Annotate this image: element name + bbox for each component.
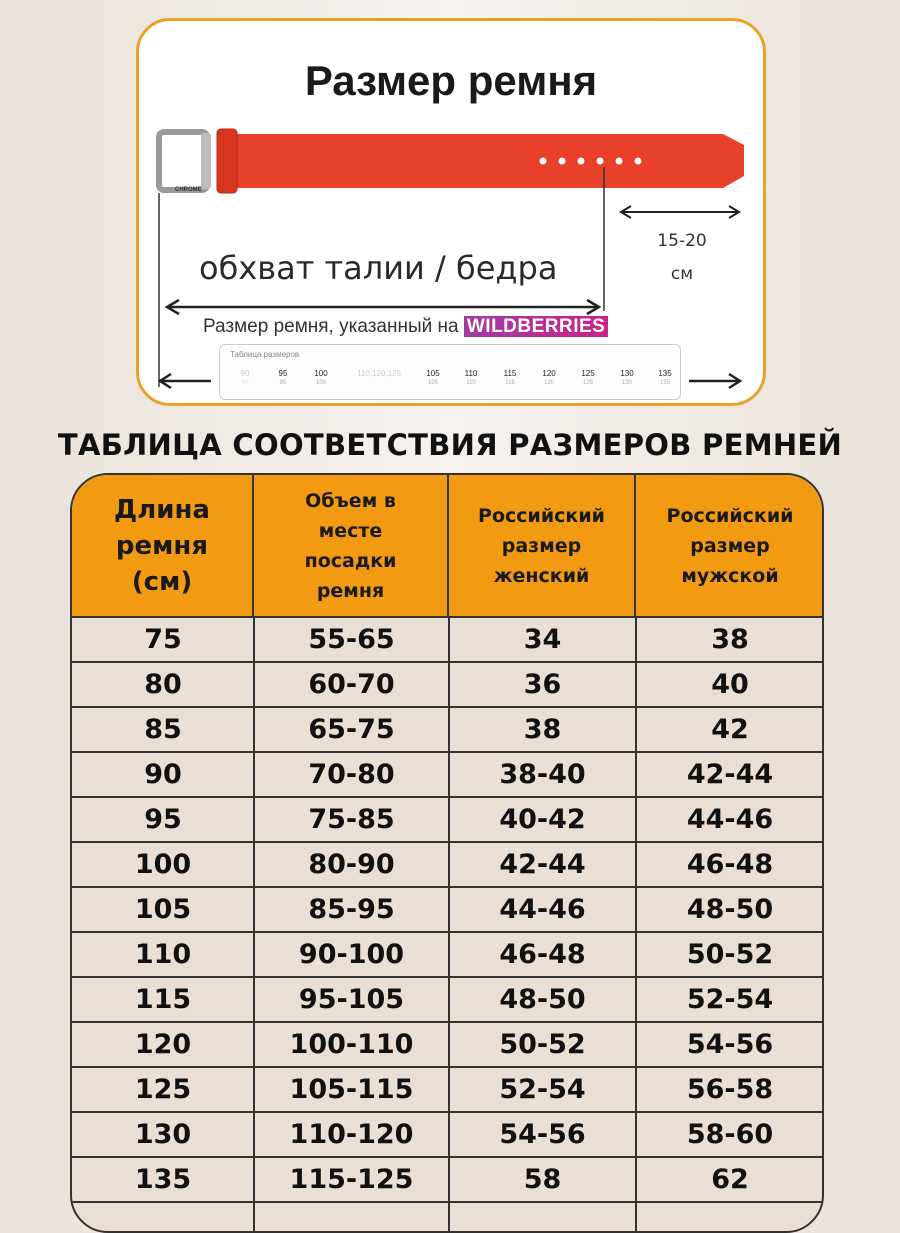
cell-size-male: 50-52 <box>686 939 774 970</box>
belt-hole <box>578 158 585 165</box>
cell-size-female: 34 <box>523 624 562 655</box>
cell-belt-length: 95 <box>144 804 182 835</box>
table-header-row <box>72 475 824 618</box>
wildberries-caption-text: Размер ремня, указанный на <box>203 316 459 337</box>
cell-waist-volume: 105-115 <box>289 1074 414 1105</box>
belt-keeper <box>217 129 237 193</box>
waist-hip-label: обхват талии / бедра <box>199 249 558 287</box>
cell-size-female: 38 <box>523 714 562 745</box>
mini-size-cell: 95 95 <box>278 369 288 386</box>
cell-belt-length: 125 <box>134 1074 192 1105</box>
size-table-heading: ТАБЛИЦА СООТВЕТСТВИЯ РАЗМЕРОВ РЕМНЕЙ <box>57 428 843 462</box>
cell-size-female: 58 <box>523 1164 562 1195</box>
extra-length-unit: см <box>670 264 694 284</box>
mini-size-cell: 110,120,125 <box>357 369 401 378</box>
cell-size-male: 52-54 <box>686 984 774 1015</box>
cell-belt-length: 100 <box>134 849 192 880</box>
cell-belt-length: 130 <box>134 1119 192 1150</box>
table-row <box>72 978 824 1023</box>
mini-size-cell: 125 125 <box>581 369 595 386</box>
mini-size-cell: 115 115 <box>503 369 517 386</box>
cell-size-female: 38-40 <box>499 759 586 790</box>
table-row <box>72 933 824 978</box>
cell-belt-length: 80 <box>144 669 182 700</box>
cell-belt-length: 85 <box>144 714 182 745</box>
mini-table-title: Таблица размеров <box>230 350 300 359</box>
cell-belt-length: 110 <box>134 939 192 970</box>
cell-size-male: 56-58 <box>686 1074 774 1105</box>
belt-strap <box>217 134 744 188</box>
table-row <box>72 753 824 798</box>
extra-length-label <box>639 225 725 291</box>
cell-waist-volume: 90-100 <box>298 939 405 970</box>
header-waist-volume: Объем в месте посадки ремня <box>254 475 449 616</box>
cell-size-male: 44-46 <box>686 804 774 835</box>
cell-belt-length: 75 <box>144 624 182 655</box>
wildberries-caption <box>203 316 608 338</box>
cell-size-male: 42-44 <box>686 759 774 790</box>
cell-size-female: 44-46 <box>499 894 586 925</box>
cell-size-male: 48-50 <box>686 894 774 925</box>
cell-size-female: 42-44 <box>499 849 586 880</box>
cell-size-female: 54-56 <box>499 1119 586 1150</box>
mini-size-table <box>219 344 681 400</box>
cell-size-female: 48-50 <box>499 984 586 1015</box>
cell-waist-volume: 100-110 <box>289 1029 414 1060</box>
cell-size-male: 58-60 <box>686 1119 774 1150</box>
table-row <box>72 708 824 753</box>
table-row <box>72 1023 824 1068</box>
table-row <box>72 798 824 843</box>
mini-size-cell: 135 135 <box>658 369 672 386</box>
cell-waist-volume: 85-95 <box>308 894 395 925</box>
cell-size-female: 40-42 <box>499 804 586 835</box>
cell-waist-volume: 65-75 <box>308 714 395 745</box>
header-belt-length: Длина ремня (см) <box>72 475 254 616</box>
header-russian-size-female: Российский размер женский <box>449 475 636 616</box>
wildberries-logo: WILDBERRIES <box>464 316 609 337</box>
cell-waist-volume: 60-70 <box>308 669 395 700</box>
belt-hole <box>540 158 547 165</box>
cell-waist-volume: 95-105 <box>298 984 405 1015</box>
belt-hole <box>597 158 604 165</box>
belt-hole <box>559 158 566 165</box>
cell-belt-length: 115 <box>134 984 192 1015</box>
table-row <box>72 1113 824 1158</box>
cell-size-male: 46-48 <box>686 849 774 880</box>
size-correspondence-table <box>70 473 824 1233</box>
cell-size-female: 36 <box>523 669 562 700</box>
cell-waist-volume: 70-80 <box>308 759 395 790</box>
mini-size-cell: 120 120 <box>542 369 556 386</box>
header-russian-size-male: Российский размер мужской <box>666 504 794 587</box>
cell-belt-length: 120 <box>134 1029 192 1060</box>
table-row <box>72 618 824 663</box>
buckle-frame <box>159 132 207 190</box>
mini-size-cell: 105 105 <box>426 369 440 386</box>
cell-waist-volume: 75-85 <box>308 804 395 835</box>
belt-hole <box>635 158 642 165</box>
belt-hole <box>616 158 623 165</box>
cell-size-female: 50-52 <box>499 1029 586 1060</box>
cell-waist-volume: 115-125 <box>289 1164 414 1195</box>
belt-size-diagram-card <box>136 18 766 406</box>
cell-waist-volume: 110-120 <box>289 1119 414 1150</box>
table-row <box>72 1158 824 1203</box>
cell-size-male: 54-56 <box>686 1029 774 1060</box>
buckle-label: CHROME <box>175 187 202 193</box>
cell-size-male: 38 <box>711 624 749 655</box>
cell-size-male: 62 <box>711 1164 749 1195</box>
cell-belt-length: 135 <box>134 1164 192 1195</box>
cell-belt-length: 105 <box>134 894 192 925</box>
table-row <box>72 843 824 888</box>
mini-size-cell: 130 130 <box>620 369 634 386</box>
cell-waist-volume: 55-65 <box>308 624 395 655</box>
cell-size-female: 52-54 <box>499 1074 586 1105</box>
table-row <box>72 888 824 933</box>
mini-size-cell: 110 110 <box>464 369 478 386</box>
cell-belt-length: 90 <box>144 759 182 790</box>
cell-size-male: 42 <box>711 714 749 745</box>
cell-size-female: 46-48 <box>499 939 586 970</box>
extra-length-value: 15-20 <box>657 231 707 251</box>
table-row <box>72 663 824 708</box>
buckle-bar <box>201 133 211 189</box>
mini-size-cell: 100 100 <box>314 369 328 386</box>
table-row <box>72 1068 824 1113</box>
cell-size-male: 40 <box>711 669 749 700</box>
diagram-title: Размер ремня <box>304 57 598 104</box>
cell-waist-volume: 80-90 <box>308 849 395 880</box>
mini-size-cell: 90 90 <box>240 369 250 386</box>
